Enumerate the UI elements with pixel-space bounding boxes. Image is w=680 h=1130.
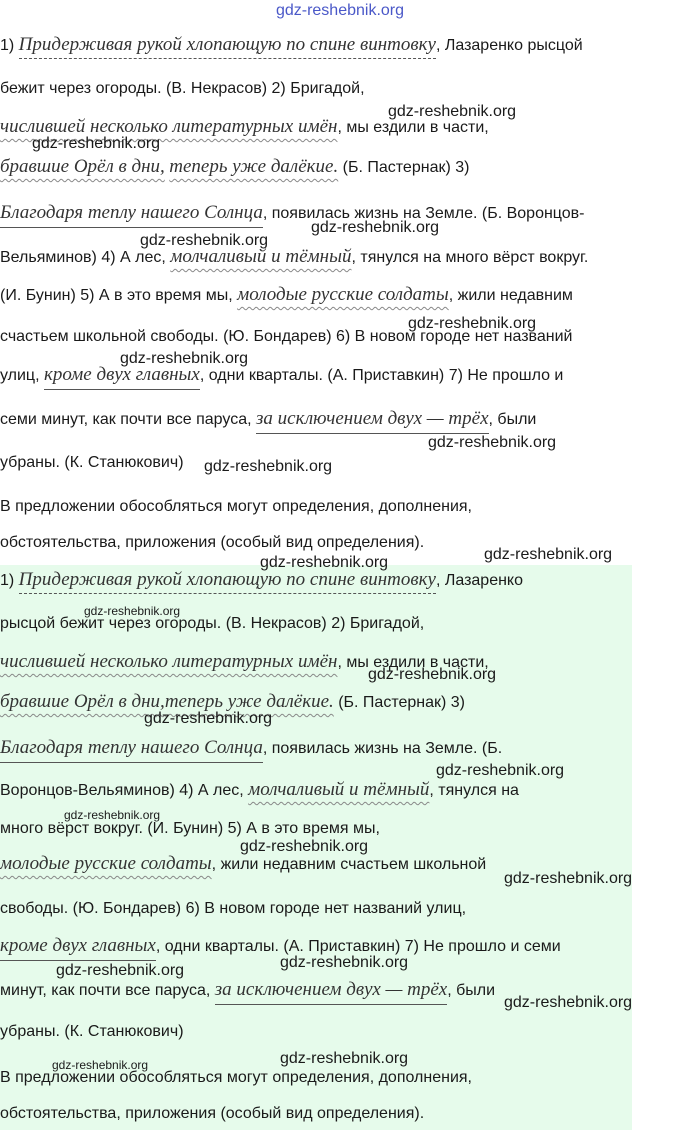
watermark: gdz-reshebnik.org	[32, 135, 161, 152]
text-fragment: , были	[488, 411, 537, 428]
text-fragment: 1)	[0, 37, 19, 54]
watermark: gdz-reshebnik.org	[504, 994, 633, 1011]
text-line	[0, 779, 519, 801]
watermark: gdz-reshebnik.org	[52, 1058, 149, 1072]
adjective-phrase: молчаливый и тёмный	[170, 246, 352, 267]
watermark: gdz-reshebnik.org	[280, 954, 409, 971]
adverbial-participle-phrase: Придерживая рукой хлопающую по спине винтовку	[19, 34, 436, 59]
text-fragment: много вёрст вокруг. (И. Бунин) 5) А в это время мы,	[0, 820, 380, 837]
text-fragment: обстоятельства, приложения (особый вид определения).	[0, 534, 425, 551]
adverbial-participle-phrase: Придерживая рукой хлопающую по спине винтовку	[19, 569, 436, 594]
text-fragment: , появилась жизнь на Земле. (Б. Воронцов-	[262, 205, 585, 222]
text-line	[0, 156, 469, 178]
text-fragment: , Лазаренко	[435, 572, 524, 589]
text-fragment: , одни кварталы. (А. Приставкин) 7) Не прошло и семи	[155, 938, 561, 955]
text-line	[0, 979, 495, 1001]
adjective-phrase: теперь уже далёкие.	[169, 156, 339, 177]
text-line	[0, 202, 585, 224]
watermark: gdz-reshebnik.org	[368, 666, 497, 683]
site-brand-header: gdz-reshebnik.org	[275, 2, 405, 19]
text-fragment: бежит через огороды. (В. Некрасов) 2) Бригадой,	[0, 80, 365, 97]
text-fragment: , мы ездили в части,	[337, 119, 489, 136]
watermark: gdz-reshebnik.org	[120, 350, 249, 367]
text-line	[0, 80, 365, 98]
adjective-phrase: теперь уже далёкие.	[164, 691, 334, 712]
watermark: gdz-reshebnik.org	[484, 546, 613, 563]
text-line	[0, 364, 563, 386]
text-fragment: свободы. (Ю. Бондарев) 6) В новом городе нет названий улиц,	[0, 900, 467, 917]
text-fragment: убраны. (К. Станюкович)	[0, 1023, 184, 1040]
watermark: gdz-reshebnik.org	[140, 232, 269, 249]
watermark: gdz-reshebnik.org	[388, 103, 517, 120]
apposition-phrase: молодые русские солдаты	[0, 853, 212, 874]
participial-phrase: числившей несколько литературных имён	[0, 116, 338, 137]
adverbial-phrase: Благодаря теплу нашего Солнца	[0, 202, 263, 228]
apposition-phrase: молодые русские солдаты	[237, 284, 449, 305]
text-fragment: В предложении обособляться могут определения, дополнения,	[0, 1069, 472, 1086]
text-fragment: (И. Бунин) 5) А в это время мы,	[0, 287, 238, 304]
watermark: gdz-reshebnik.org	[204, 458, 333, 475]
text-fragment: , жили недавним	[448, 287, 573, 304]
watermark: gdz-reshebnik.org	[260, 554, 389, 571]
adverbial-phrase: Благодаря теплу нашего Солнца	[0, 737, 263, 763]
text-line	[0, 853, 486, 875]
object-phrase: за исключением двух — трёх	[215, 979, 448, 1005]
text-line	[0, 408, 536, 430]
text-fragment: (Б. Пастернак) 3)	[338, 159, 470, 176]
object-phrase: кроме двух главных	[44, 364, 200, 390]
text-fragment: улиц,	[0, 367, 44, 384]
text-line	[0, 246, 588, 268]
text-fragment: обстоятельства, приложения (особый вид определения).	[0, 1105, 425, 1122]
watermark: gdz-reshebnik.org	[84, 604, 181, 618]
watermark: gdz-reshebnik.org	[428, 434, 557, 451]
watermark: gdz-reshebnik.org	[504, 870, 633, 887]
participial-phrase: числившей несколько литературных имён	[0, 651, 338, 672]
text-fragment: Воронцов-Вельяминов) 4) А лес,	[0, 782, 249, 799]
participial-phrase: бравшие Орёл в дни,	[0, 156, 165, 177]
text-fragment: , тянулся на	[429, 782, 519, 799]
text-line	[0, 454, 184, 472]
text-fragment: убраны. (К. Станюкович)	[0, 454, 184, 471]
text-fragment: , жили недавним счастьем школьной	[211, 856, 487, 873]
text-fragment: счастьем школьной свободы. (Ю. Бондарев) 6) В новом городе нет названий	[0, 328, 573, 345]
text-line	[0, 820, 380, 838]
text-line	[0, 737, 502, 759]
watermark: gdz-reshebnik.org	[144, 710, 273, 727]
text-line	[0, 34, 583, 56]
watermark: gdz-reshebnik.org	[64, 808, 161, 822]
text-line	[0, 615, 424, 633]
text-fragment: , были	[447, 982, 496, 999]
text-fragment: В предложении обособляться могут определения, дополнения,	[0, 498, 472, 515]
watermark: gdz-reshebnik.org	[240, 838, 369, 855]
text-line	[0, 498, 472, 516]
participial-phrase: бравшие Орёл в дни,	[0, 691, 165, 712]
object-phrase: кроме двух главных	[0, 935, 156, 961]
text-fragment: Вельяминов) 4) А лес,	[0, 249, 171, 266]
text-fragment: , тянулся на много вёрст вокруг.	[351, 249, 589, 266]
text-fragment: минут, как почти все паруса,	[0, 982, 215, 999]
text-line	[0, 569, 523, 591]
text-line	[0, 900, 466, 918]
watermark: gdz-reshebnik.org	[436, 762, 565, 779]
text-fragment: 1)	[0, 572, 19, 589]
text-fragment: , мы ездили в части,	[337, 654, 489, 671]
text-fragment: (Б. Пастернак) 3)	[333, 694, 466, 711]
watermark: gdz-reshebnik.org	[56, 962, 185, 979]
adjective-phrase: молчаливый и тёмный	[248, 779, 430, 800]
answer-block-original	[0, 0, 660, 560]
watermark: gdz-reshebnik.org	[311, 219, 440, 236]
watermark: gdz-reshebnik.org	[408, 315, 537, 332]
text-line	[0, 534, 424, 552]
text-fragment: семи минут, как почти все паруса,	[0, 411, 257, 428]
text-fragment: рысцой бежит через огороды. (В. Некрасов) 2) Бригадой,	[0, 615, 425, 632]
watermark: gdz-reshebnik.org	[280, 1050, 409, 1067]
text-line	[0, 1023, 184, 1041]
text-fragment: , одни кварталы. (А. Приставкин) 7) Не прошло и	[199, 367, 564, 384]
text-line	[0, 1105, 424, 1123]
object-phrase: за исключением двух — трёх	[256, 408, 489, 434]
text-fragment: , Лазаренко рысцой	[435, 37, 583, 54]
text-fragment: , появилась жизнь на Земле. (Б.	[262, 740, 503, 757]
text-line	[0, 284, 573, 306]
